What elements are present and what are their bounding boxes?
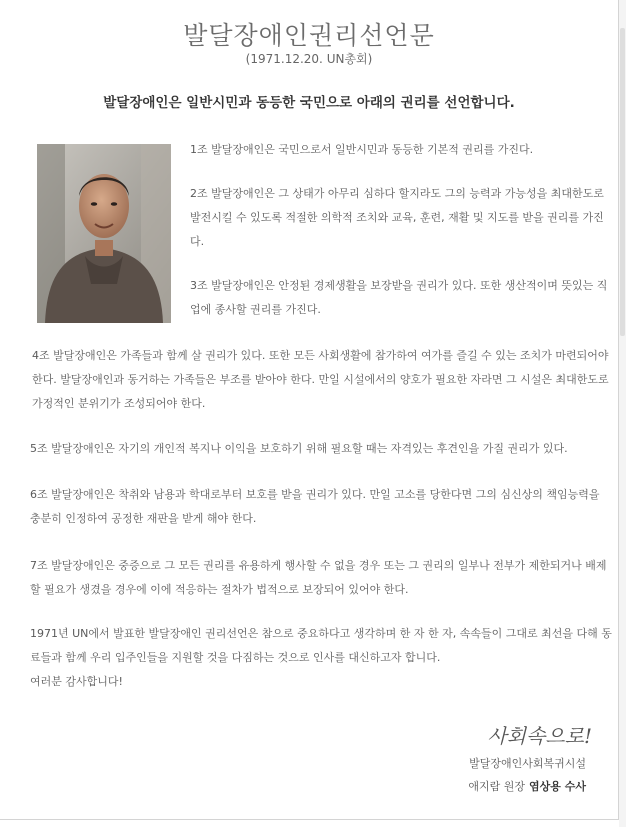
scrollbar-thumb[interactable]: [620, 28, 625, 336]
slogan: 사회속으로!: [487, 724, 592, 748]
director-portrait-icon: [37, 144, 171, 323]
article-3: 3조 발달장애인은 안정된 경제생활을 보장받을 권리가 있다. 또한 생산적이며 뜻있는 직업에 종사할 권리를 가진다.: [190, 279, 608, 316]
page-title: 발달장애인권리선언문: [183, 21, 435, 50]
thanks-message: 여러분 감사합니다!: [30, 675, 123, 688]
article-4: 4조 발달장애인은 가족들과 함께 살 권리가 있다. 또한 모든 사회생활에 참가하여 여가를 즐길 수 있는 조치가 마련되어야 한다. 발달장애인과 동거하는 가족들은 부조를 받아야 한다. 만일 시설에서의 양호가 필요한 자라면 그 시설은 최대한도로 가정적인 분위기가 조성되어야 한다.: [32, 349, 609, 410]
director-photo: [37, 144, 171, 323]
organization-name: 발달장애인사회복귀시설: [469, 757, 586, 770]
article-2: 2조 발달장애인은 그 상태가 아무리 심하다 할지라도 그의 능력과 가능성을 최대한도로 발전시킬 수 있도록 적절한 의학적 조치와 교육, 훈련, 재활 및 지도를 받을 권리를 가진다.: [190, 187, 604, 248]
signature-name: 염상용 수사: [529, 780, 586, 793]
article-6: 6조 발달장애인은 착취와 남용과 학대로부터 보호를 받을 권리가 있다. 만일 고소를 당한다면 그의 심신상의 책임능력을 충분히 인정하여 공정한 재판을 받게 해야 한다.: [30, 488, 600, 525]
declaration-headline: 발달장애인은 일반시민과 동등한 국민으로 아래의 권리를 선언합니다.: [103, 95, 515, 111]
closing-message: 1971년 UN에서 발표한 발달장애인 권리선언은 참으로 중요하다고 생각하며 한 자 한 자, 속속들이 그대로 최선을 다해 동료들과 함께 우리 입주인들을 지원할 것을 다짐하는 것으로 인사를 대신하고자 합니다.: [30, 627, 612, 664]
article-1: 1조 발달장애인은 국민으로서 일반시민과 동등한 기본적 권리를 가진다.: [190, 143, 534, 156]
signature-role: 애지람 원장: [468, 780, 526, 793]
article-5: 5조 발달장애인은 자기의 개인적 복지나 이익을 보호하기 위해 필요할 때는 자격있는 후견인을 가질 권리가 있다.: [30, 442, 568, 455]
signature: [380, 778, 586, 794]
article-7: 7조 발달장애인은 중증으로 그 모든 권리를 유용하게 행사할 수 없을 경우 또는 그 권리의 일부나 전부가 제한되거나 배제할 필요가 생겼을 경우에 이에 적응하는 절차가 법적으로 보장되어 있어야 한다.: [30, 559, 607, 596]
page-subtitle: (1971.12.20. UN총회): [245, 52, 373, 66]
